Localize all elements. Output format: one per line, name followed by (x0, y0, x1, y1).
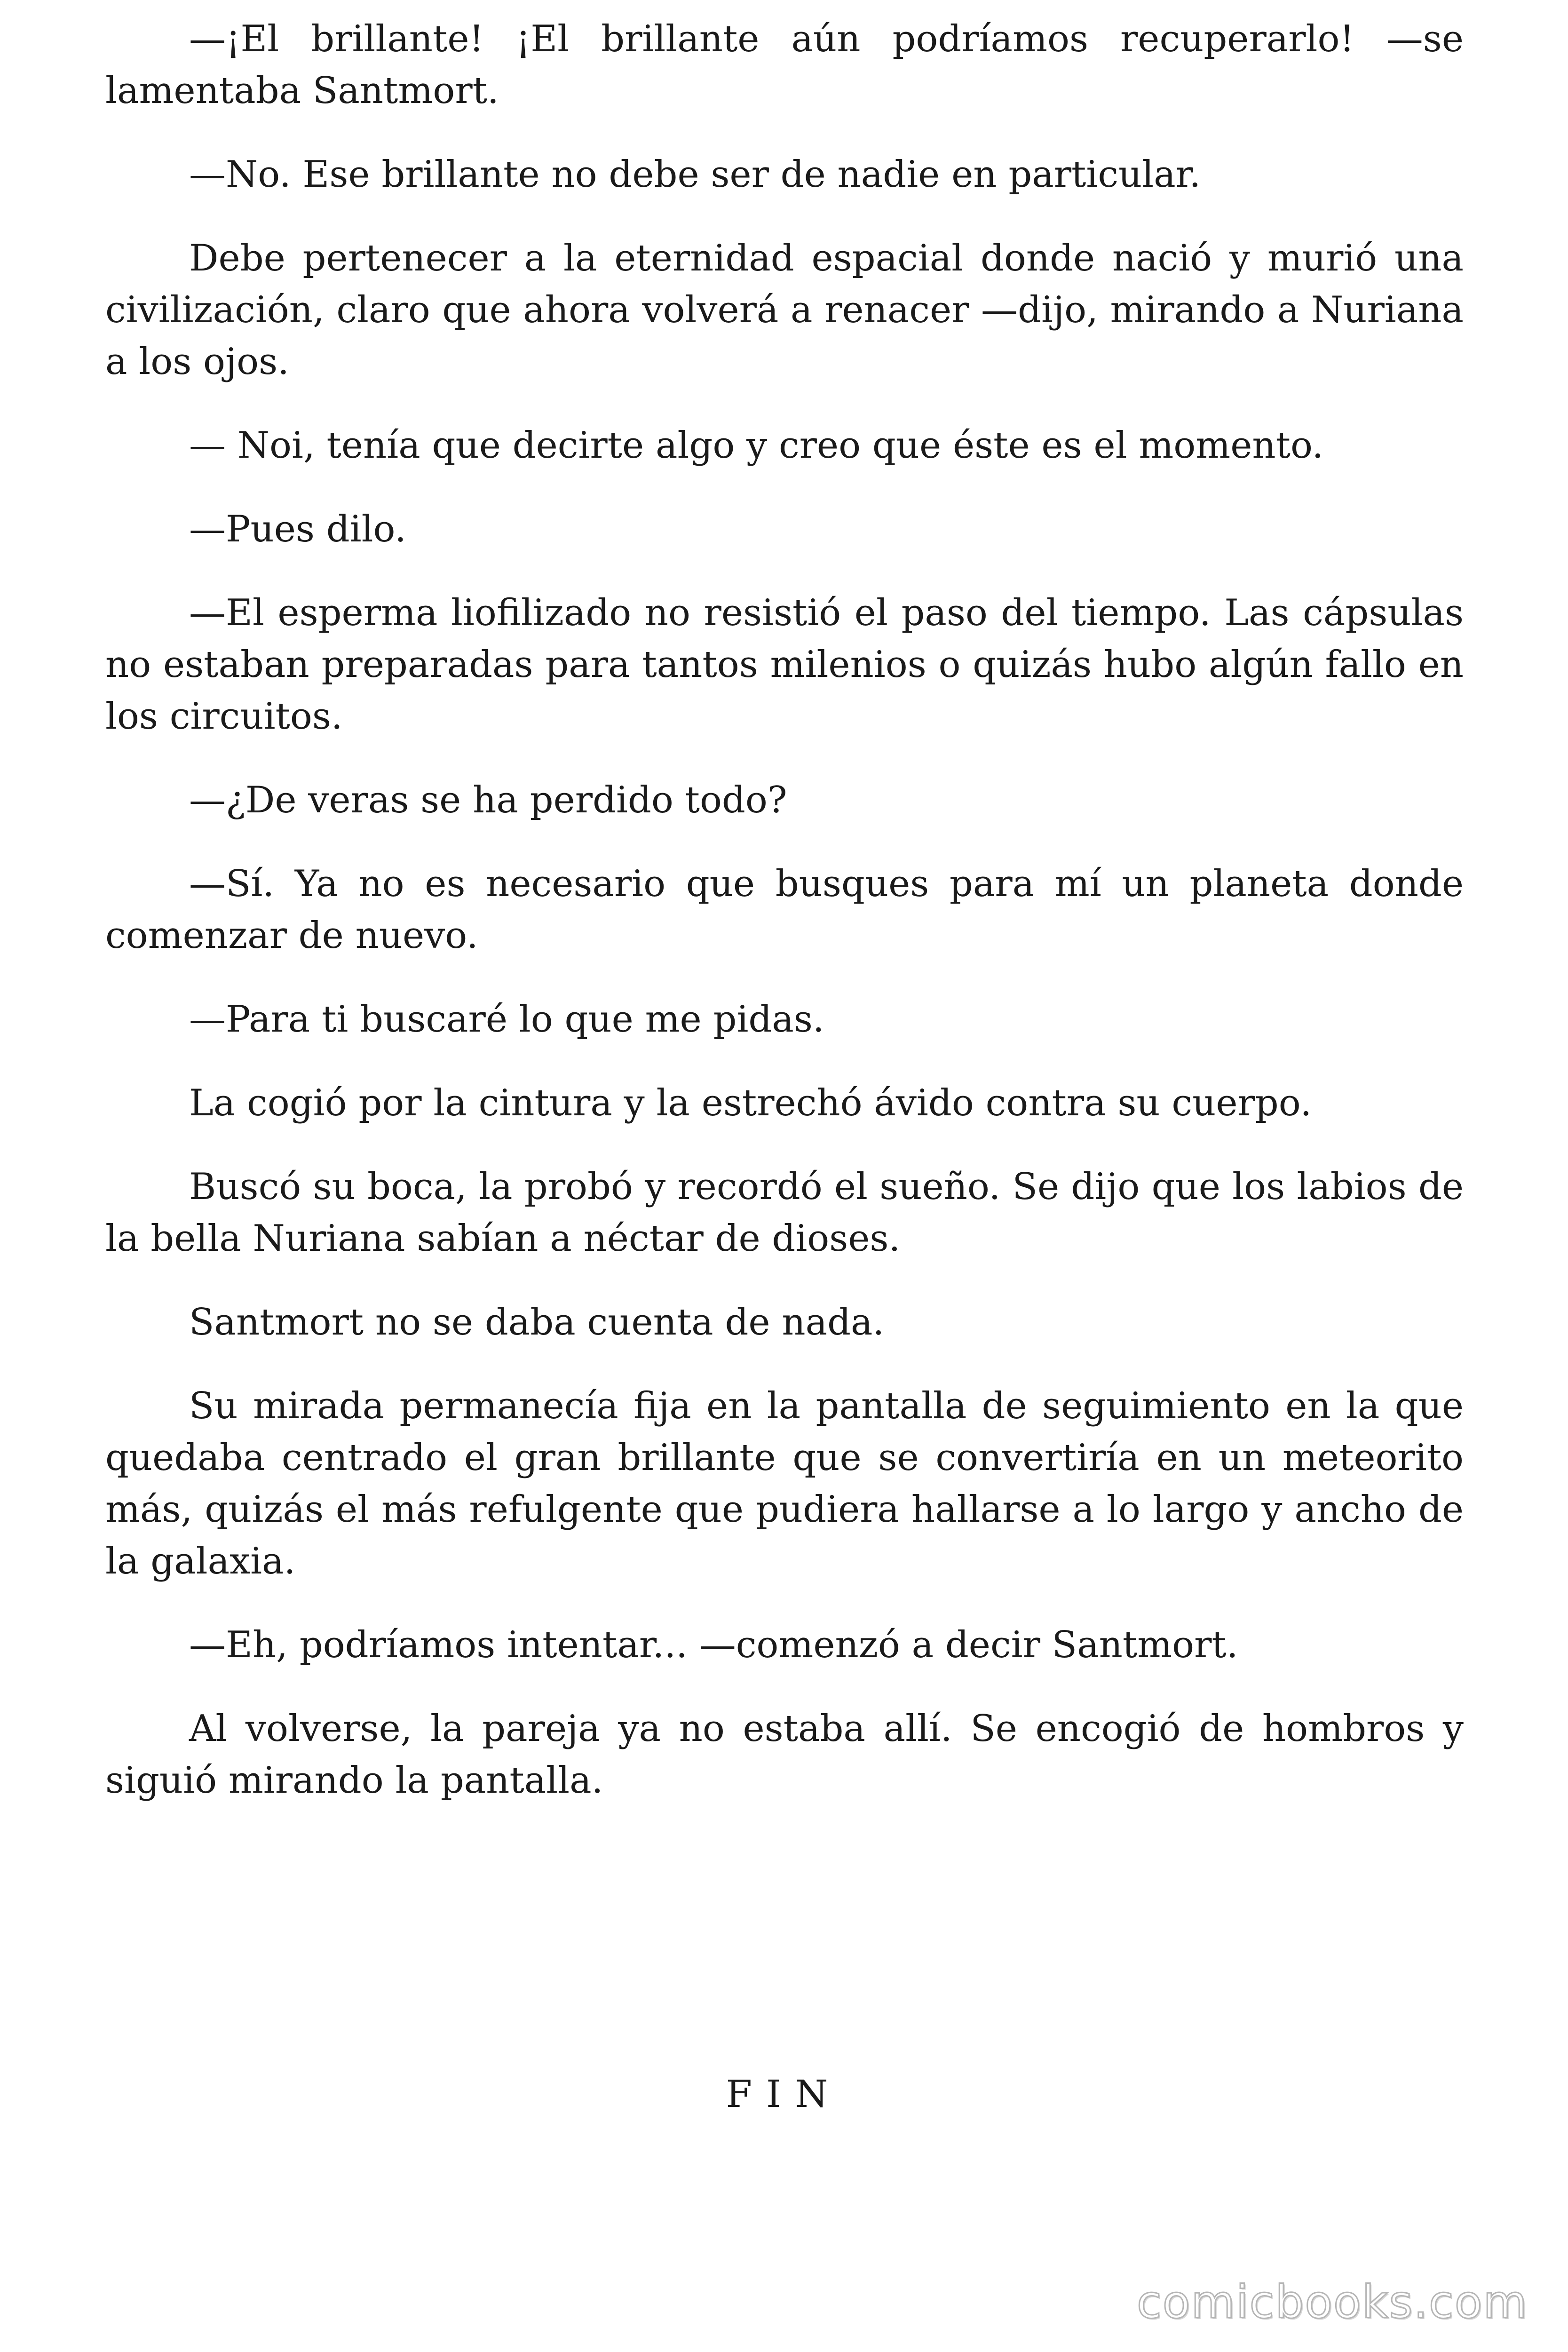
page-text (105, 13, 1464, 1838)
paragraph-12: Santmort no se daba cuenta de nada. (189, 1301, 885, 1343)
watermark-logo: comicbooks.com (1136, 2276, 1528, 2328)
paragraph-4: — Noi, tenía que decirte algo y creo que éste es el momento. (189, 424, 1324, 467)
paragraph-8: —Sí. Ya no es necesario que busques para mí un planeta donde comenzar de nuevo. (105, 863, 1464, 957)
paragraph-11: Buscó su boca, la probó y recordó el sueño. Se dijo que los labios de la bella Nuriana sabían a néctar de dioses. (105, 1166, 1464, 1260)
paragraph-13: Su mirada permanecía fija en la pantalla de seguimiento en la que quedaba centrado el gran brillante que se convertiría en un meteorito más, quizás el más refulgente que pudiera hallarse a lo largo y ancho de la galaxia. (105, 1385, 1464, 1582)
paragraph-1: —¡El brillante! ¡El brillante aún podríamos recuperarlo! —se lamentaba Santmort. (105, 18, 1464, 112)
paragraph-6: —El esperma liofilizado no resistió el paso del tiempo. Las cápsulas no estaban preparadas para tantos milenios o quizás hubo algún fallo en los circuitos. (105, 592, 1464, 738)
paragraph-2: —No. Ese brillante no debe ser de nadie en particular. (189, 153, 1201, 196)
ending-text: FIN (726, 2072, 842, 2116)
paragraph-3: Debe pertenecer a la eternidad espacial donde nació y murió una civilización, claro que ahora volverá a renacer —dijo, mirando a Nuriana a los ojos. (105, 237, 1464, 383)
paragraph-5: —Pues dilo. (189, 508, 406, 550)
paragraph-10: La cogió por la cintura y la estrechó ávido contra su cuerpo. (189, 1082, 1312, 1124)
paragraph-7: —¿De veras se ha perdido todo? (189, 779, 787, 821)
paragraph-14: —Eh, podríamos intentar... —comenzó a decir Santmort. (189, 1624, 1238, 1666)
paragraph-9: —Para ti buscaré lo que me pidas. (189, 998, 824, 1041)
paragraph-15: Al volverse, la pareja ya no estaba allí. Se encogió de hombros y siguió mirando la pantalla. (105, 1708, 1464, 1802)
